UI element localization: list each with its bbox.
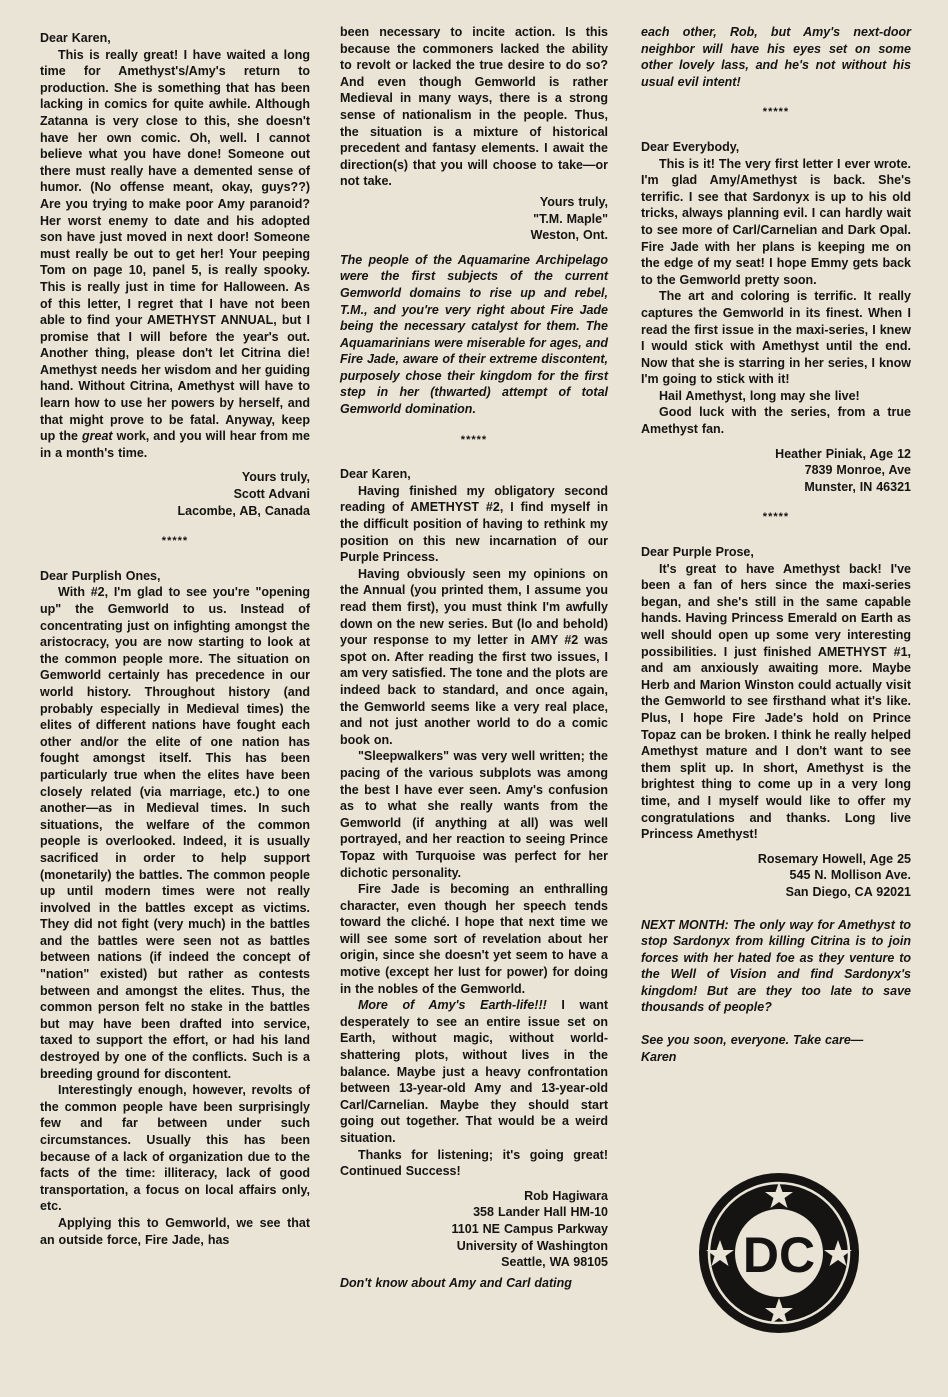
signature-block: [641, 851, 911, 901]
letter-paragraph: Applying this to Gemworld, we see that an outside force, Fire Jade, has: [40, 1215, 310, 1247]
signature-location: Seattle, WA 98105: [501, 1255, 608, 1270]
signature-line: Yours truly,: [241, 470, 310, 485]
signature-address: 1101 NE Campus Parkway: [451, 1221, 608, 1236]
editor-reply: each other, Rob, but Amy's next-door neighbor will have his eyes set on some other lovely lass, and he's not without his usual evil intent!: [641, 25, 911, 89]
letter-paragraph: With #2, I'm glad to see you're "opening up" the Gemworld to us. Instead of concentrating just on infighting amongst the aristocracy, you are now starting to look at the common people more. The situation on Gemworld certainly has precedence in our world history. Throughout history (and probably especially in Medieval times) the elites of different nations have fought each other and/or the elite of one nation has fought amongst itself. This has been particularly true when the elites have been closely related (via marriage, etc.) to one another—as in Medieval times. In such situations, the welfare of the common people is overlooked. Indeed, it is usually sacrificed in order to help support (monetarily) the battles. The common people up until modern times were not really involved in the battles except as victims. They did not fight (very much) in the battles and the battles were seen not as battles between nations (if indeed the concept of "nation" existed) but rather as contests between and amongst the elites. Thus, the common person felt no stake in the battles but may have been drafted into service, taxed to support the effort, or had his land destroyed by one of the conflicts. Such is a breeding ground for discontent.: [40, 585, 310, 1081]
editor-reply: Don't know about Amy and Carl dating: [340, 1275, 572, 1290]
emphasis: More of Amy's Earth-life!!!: [358, 998, 547, 1013]
letter-paragraph: "Sleepwalkers" was very well written; the pacing of the various subplots was among the best I have ever seen. Amy's confusion as to what she really wants from the Gemworld (if anything at all) was well portrayed, and her reaction to seeing Prince Topaz with Turquoise was perfect for her dichotic personality.: [340, 749, 608, 880]
signature-name: Scott Advani: [233, 487, 310, 502]
letter-paragraph: Hail Amethyst, long may she live!: [659, 388, 860, 403]
editor-name: Karen: [641, 1049, 677, 1064]
emphasis: great: [82, 429, 113, 444]
separator-stars: *****: [762, 511, 790, 524]
signature-address: 7839 Monroe, Ave: [804, 463, 911, 478]
signature-location: Munster, IN 46321: [804, 479, 911, 494]
signature-name: Rob Hagiwara: [524, 1188, 608, 1203]
separator-stars: *****: [161, 535, 189, 548]
signature-block: [340, 1188, 608, 1271]
signature-location: Lacombe, AB, Canada: [177, 503, 310, 518]
letter-text: This is really great! I have waited a long time for Amethyst's/Amy's return to production. She is something that has been lacking in comics for quite awhile. Although Zatanna is very close to this, she doesn't have her own comic. Oh, well. I cannot believe what you have done! Someone out there must really have a demented sense of humor. (No offense meant, okay, guys??) Are you trying to make poor Amy paranoid? Her worst enemy to date and his adopted son have just moved in next door! Someone must really be out to get her! Your peeping Tom on page 10, panel 5, is really spooky. This is really just in time for Halloween. As of this letter, I regret that I have not been able to find your AMETHYST ANNUAL, but I promise that I will before the year's out. Another thing, please don't let Citrina die! Amethyst needs her wisdom and her guiding hand. Without Citrina, Amethyst will have to learn how to use her powers by herself, and that might prove to be fatal. Anyway, keep up the: [40, 47, 310, 444]
salutation: Dear Purple Prose,: [641, 545, 754, 560]
letter-paragraph: [40, 47, 310, 462]
letter-text: work, and you will hear from me in a month's time.: [40, 429, 310, 460]
letter-paragraph: Having finished my obligatory second reading of AMETHYST #2, I find myself in the difficult position of having to rethink my position on this new incarnation of our Purple Princess.: [340, 483, 608, 565]
letter-text: I want desperately to see an entire issue set on Earth, without magic, without world-shattering plots, without lives in the balance. Maybe just a heavy confrontation between 13-year-old Amy and 13-year-old Carl/Carnelian. Maybe they should start going out together. That would be a weird situation.: [340, 998, 608, 1145]
signature-location: Weston, Ont.: [530, 228, 608, 243]
letter-paragraph: This is it! The very first letter I ever wrote. I'm glad Amy/Amethyst is back. She's terrific. I see that Sardonyx is up to his old tricks, always planning evil. I can hardly wait to see more of Carl/Carnelian and Dark Opal. Fire Jade with her plans is keeping me on the edge of my seat! I hope Emmy gets back to the Gemworld pretty soon.: [641, 156, 911, 287]
signature-address: 358 Lander Hall HM-10: [473, 1205, 608, 1220]
signature-block: [340, 194, 608, 244]
letter-paragraph: It's great to have Amethyst back! I've been a fan of hers since the maxi-series began, and she's still in the same capable hands. Having Princess Emerald on Earth as well should open up some very interesting possibilities. I just finished AMETHYST #1, and am anxiously awaiting more. Maybe Herb and Marion Winston could actually visit the Gemworld to see firsthand what it's like. Plus, I hope Fire Jade's hold on Prince Topaz can be broken. I think he really helped Amethyst mature and I don't want to see them split up. In short, Amethyst is the brightest thing to come up in a very long time, and I myself would like to offer my congratulations and thanks. Long live Princess Amethyst!: [641, 561, 911, 842]
salutation: Dear Purplish Ones,: [40, 568, 161, 583]
editor-signoff: See you soon, everyone. Take care—: [641, 1033, 864, 1048]
separator-stars: *****: [460, 433, 488, 446]
next-month-preview: NEXT MONTH: The only way for Amethyst to stop Sardonyx from killing Citrina is to join forces with her hated foe as they venture to the Well of Vision and find Sardonyx's kingdom! But are they too late to save thousands of people?: [641, 917, 911, 1015]
column-2: [340, 24, 608, 1291]
letter-paragraph: Having obviously seen my opinions on the Annual (you printed them, I assume you read them first), you must think I'm awfully down on the new series. But (lo and behold) your response to my letter in AMY #2 was spot on. After reading the first two issues, I am very satisfied. The tone and the plots are indeed back to standard, and once again, the Gemworld seems like a very real place, and not just another world to do a comic book on.: [340, 566, 608, 747]
letter-paragraph: Thanks for listening; it's going great! Continued Success!: [340, 1147, 608, 1179]
signature-location: San Diego, CA 92021: [785, 884, 911, 899]
separator-stars: *****: [762, 106, 790, 119]
signature-address: University of Washington: [456, 1238, 608, 1253]
letter-paragraph: been necessary to incite action. Is this because the commoners lacked the ability to revolt or lacked the true desire to do so? And even though Gemworld is rather Medieval in many ways, there is a strong sense of nationalism in the people. Thus, the situation is a mixture of historical precedent and fantasy elements. I await the direction(s) that you will choose to take—or not take.: [340, 25, 608, 189]
column-1: [40, 30, 310, 1248]
editor-reply: The people of the Aquamarine Archipelago were the first subjects of the current Gemworld domains to rise up and rebel, T.M., and you're very right about Fire Jade being the necessary catalyst for them. The Aquamarinians were miserable for ages, and Fire Jade, aware of their extreme discontent, purposely chose their kingdom for the first step in her (thwarted) attempt of total Gemworld domination.: [340, 252, 608, 417]
letter-paragraph: Good luck with the series, from a true Amethyst fan.: [641, 405, 911, 437]
signature-name: Rosemary Howell, Age 25: [757, 851, 911, 866]
salutation: Dear Karen,: [40, 31, 111, 45]
signature-name: Heather Piniak, Age 12: [775, 446, 911, 461]
column-3: [641, 24, 911, 1065]
signature-name: "T.M. Maple": [533, 211, 608, 226]
letter-paragraph: [340, 997, 608, 1146]
letter-paragraph: The art and coloring is terrific. It really captures the Gemworld in its finest. When I read the first issue in the maxi-series, I knew I would stick with Amethyst until the end. Now that she is starring in her series, I know I'm going to stick with it!: [641, 289, 911, 387]
dc-bullet-logo-icon: [698, 1172, 860, 1334]
salutation: Dear Everybody,: [641, 139, 740, 154]
letter-paragraph: Interestingly enough, however, revolts of the common people have been surprisingly few and far between under such circumstances. Usually this has been because of a lack of organization due to the facts of the time: illiteracy, lack of good transportation, a focus on local affairs only, etc.: [40, 1083, 310, 1214]
salutation: Dear Karen,: [340, 467, 411, 482]
letter-paragraph: Fire Jade is becoming an enthralling character, even though her speech tends toward the cliché. I hope that next time we will see some sort of revelation about her origin, since she doesn't yet seem to have a motive (except her lust for power) for doing in the nobles of the Gemworld.: [340, 882, 608, 996]
signature-address: 545 N. Mollison Ave.: [789, 868, 911, 883]
signature-block: [641, 446, 911, 496]
signature-block: [40, 469, 310, 519]
logo-text: DC: [742, 1227, 816, 1283]
signature-line: Yours truly,: [539, 194, 608, 209]
